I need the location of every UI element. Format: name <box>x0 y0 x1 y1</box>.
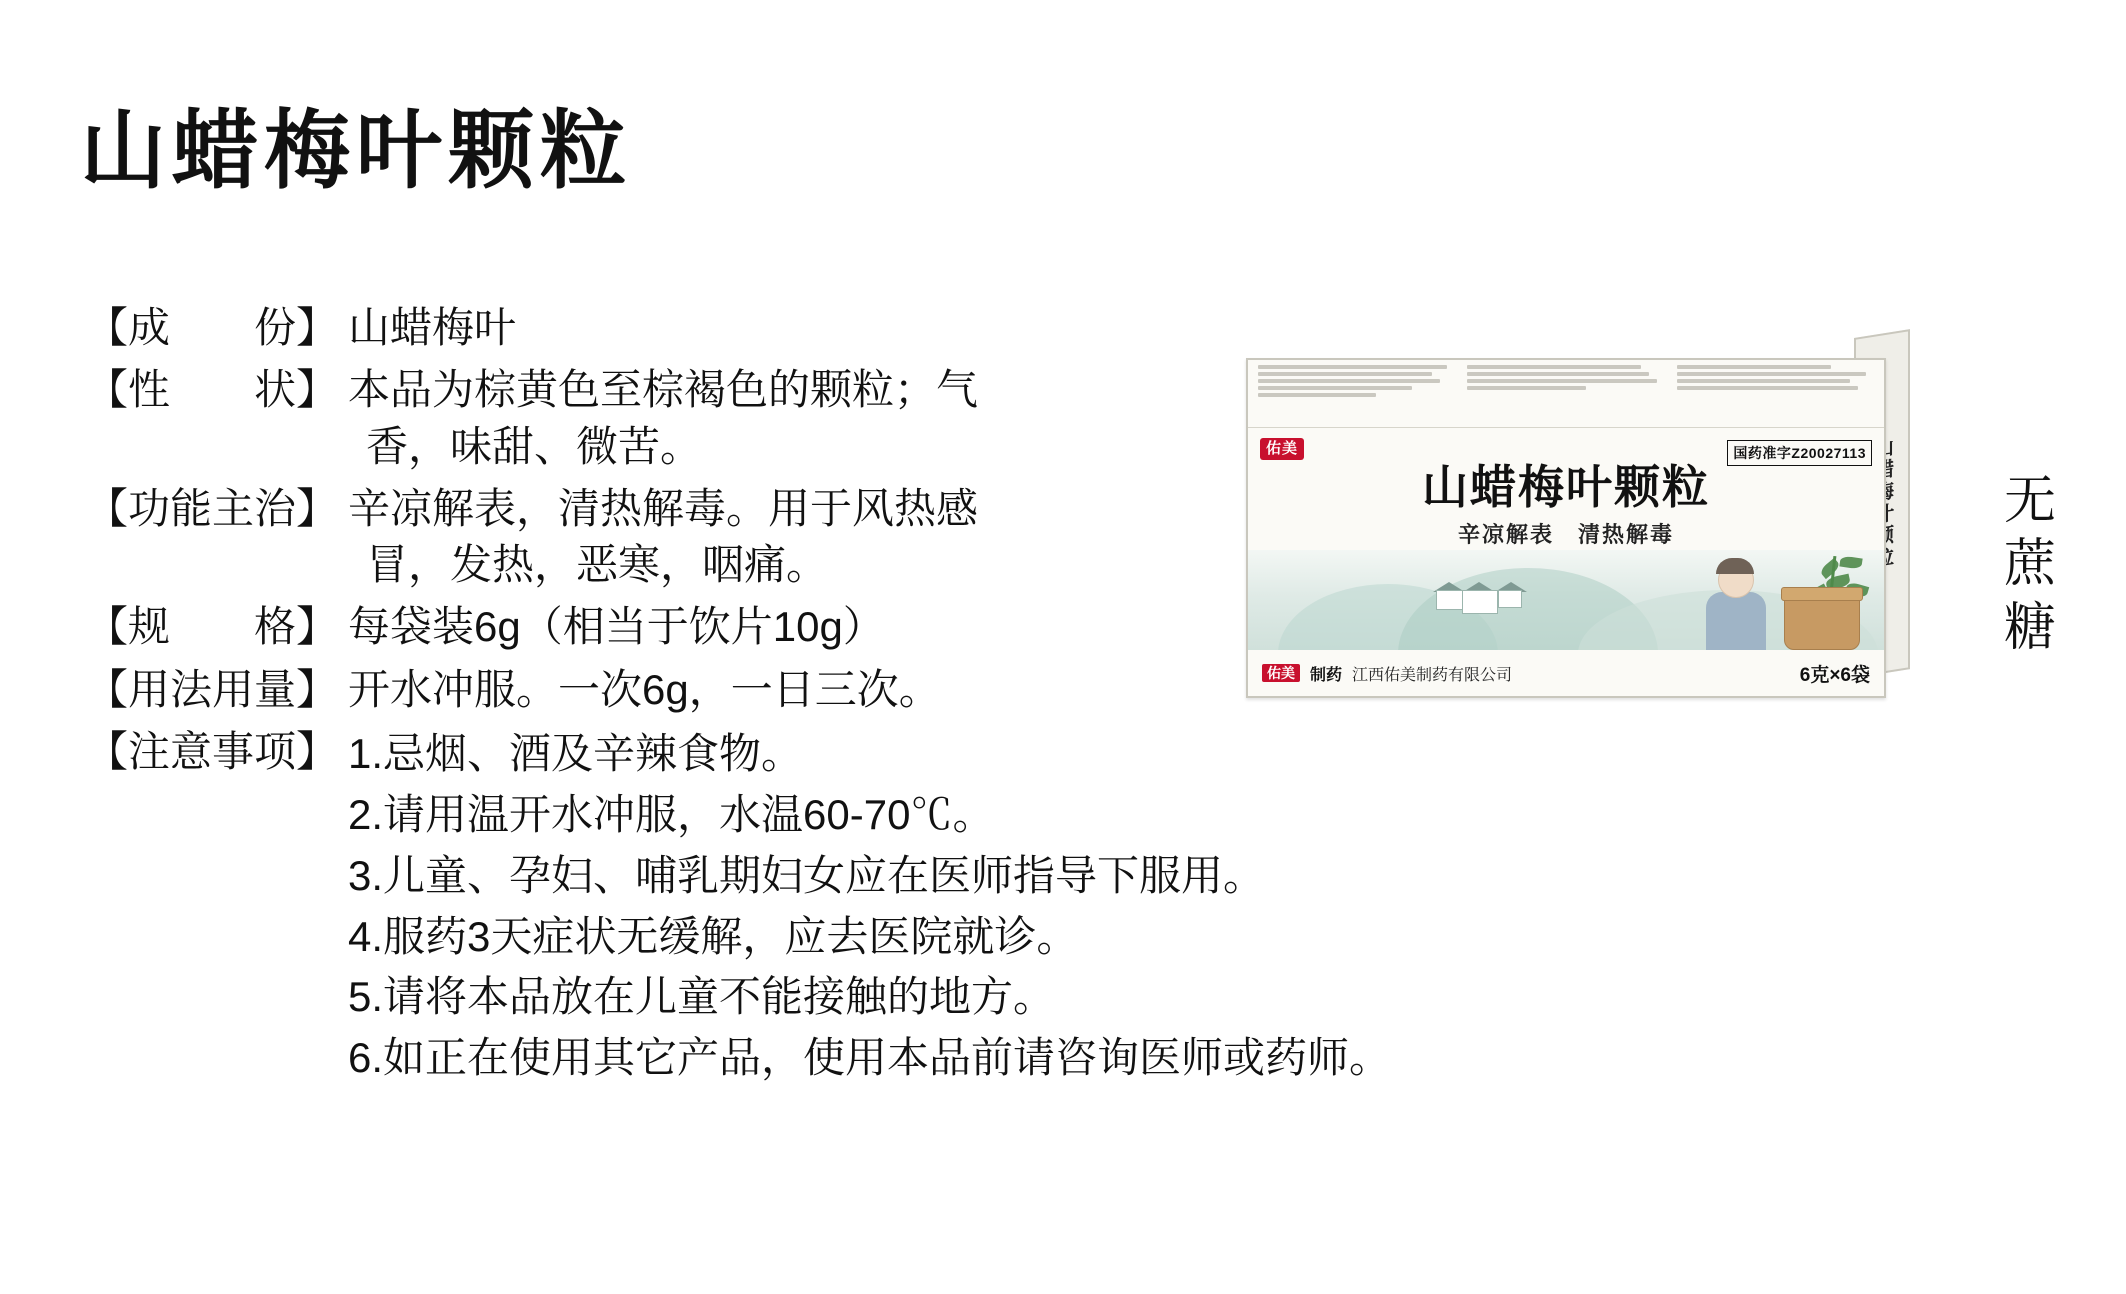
info-label: 【规 格】 <box>86 603 339 651</box>
info-row-dosage <box>86 662 1206 718</box>
fine-print-line <box>1258 393 1376 397</box>
manufacturer-name: 江西佑美制药有限公司 <box>1352 666 1513 684</box>
info-row-ingredients <box>86 300 1206 356</box>
person-hair <box>1716 558 1754 574</box>
fine-print-column <box>1677 365 1874 422</box>
carton-illustration <box>1248 550 1884 654</box>
fine-print-column <box>1467 365 1664 422</box>
manufacturer-logo-badge: 佑美 <box>1262 664 1300 682</box>
brand-logo-badge: 佑美 <box>1260 438 1304 460</box>
carton-product-subtitle: 辛凉解表 清热解毒 <box>1457 522 1674 547</box>
manufacturer-block <box>1262 662 1512 685</box>
person-illustration <box>1702 558 1772 654</box>
carton-product-title: 山蜡梅叶颗粒 <box>1422 461 1710 513</box>
package-quantity: 6克×6袋 <box>1799 664 1870 686</box>
fine-print-line <box>1467 365 1641 369</box>
info-label: 【用法用量】 <box>86 665 339 713</box>
leaf-icon <box>1839 556 1862 570</box>
fine-print-line <box>1258 372 1432 376</box>
list-item: 1.忌烟、酒及辛辣食物。 <box>348 729 804 777</box>
flower-pot-icon <box>1784 594 1860 650</box>
list-item: 4.服药3天症状无缓解，应去医院就诊。 <box>348 912 1079 960</box>
house-icon <box>1462 590 1498 614</box>
list-item: 5.请将本品放在儿童不能接触的地方。 <box>348 973 1056 1021</box>
notice-list <box>338 724 1391 1089</box>
info-value <box>338 481 1206 594</box>
fine-print-line <box>1467 386 1585 390</box>
page-title: 山蜡梅叶颗粒 <box>80 103 632 199</box>
sugar-free-label: 无蔗糖 <box>2003 472 2056 657</box>
fine-print-line <box>1677 379 1851 383</box>
info-label: 【功能主治】 <box>86 484 339 532</box>
info-value: 每袋装6g（相当于饮片10g） <box>348 603 885 651</box>
fine-print-line <box>1677 365 1831 369</box>
house-icon <box>1498 590 1522 608</box>
info-row-indications <box>86 481 1206 594</box>
info-value-line: 冒，发热，恶寒，咽痛。 <box>366 541 829 589</box>
info-row-properties <box>86 362 1206 475</box>
fine-print-line <box>1677 372 1866 376</box>
info-value <box>338 362 1206 475</box>
list-item: 2.请用温开水冲服，水温60-70℃。 <box>348 790 995 838</box>
info-value: 开水冲服。一次6g，一日三次。 <box>348 665 941 713</box>
fine-print-line <box>1258 386 1412 390</box>
house-icon <box>1436 590 1464 610</box>
fine-print-line <box>1467 372 1649 376</box>
manufacturer-suffix: 制药 <box>1310 666 1343 684</box>
person-body <box>1706 592 1766 654</box>
info-label: 【成 份】 <box>86 304 339 351</box>
carton-footer <box>1248 650 1884 696</box>
package-photo <box>1232 338 1932 728</box>
fine-print-line <box>1677 386 1859 390</box>
list-item: 3.儿童、孕妇、哺乳期妇女应在医师指导下服用。 <box>348 851 1266 899</box>
approval-number: 国药准字Z20027113 <box>1727 440 1872 466</box>
info-value: 山蜡梅叶 <box>348 304 517 351</box>
fine-print-line <box>1467 379 1656 383</box>
info-label: 【性 状】 <box>86 366 339 414</box>
fine-print-column <box>1258 365 1455 422</box>
info-row-notices <box>86 724 1392 1089</box>
fine-print-line <box>1258 365 1447 369</box>
carton-fine-print <box>1248 360 1884 428</box>
fine-print-line <box>1258 379 1440 383</box>
info-value-line: 辛凉解表，清热解毒。用于风热感 <box>348 484 979 532</box>
info-label: 【注意事项】 <box>86 727 339 775</box>
carton <box>1232 338 1932 728</box>
info-row-specification <box>86 599 1206 655</box>
info-value-line: 本品为棕黄色至棕褐色的颗粒；气 <box>348 366 979 414</box>
info-value-line: 香，味甜、微苦。 <box>366 422 703 470</box>
list-item: 6.如正在使用其它产品，使用本品前请咨询医师或药师。 <box>348 1034 1392 1082</box>
carton-front-panel <box>1246 358 1886 698</box>
